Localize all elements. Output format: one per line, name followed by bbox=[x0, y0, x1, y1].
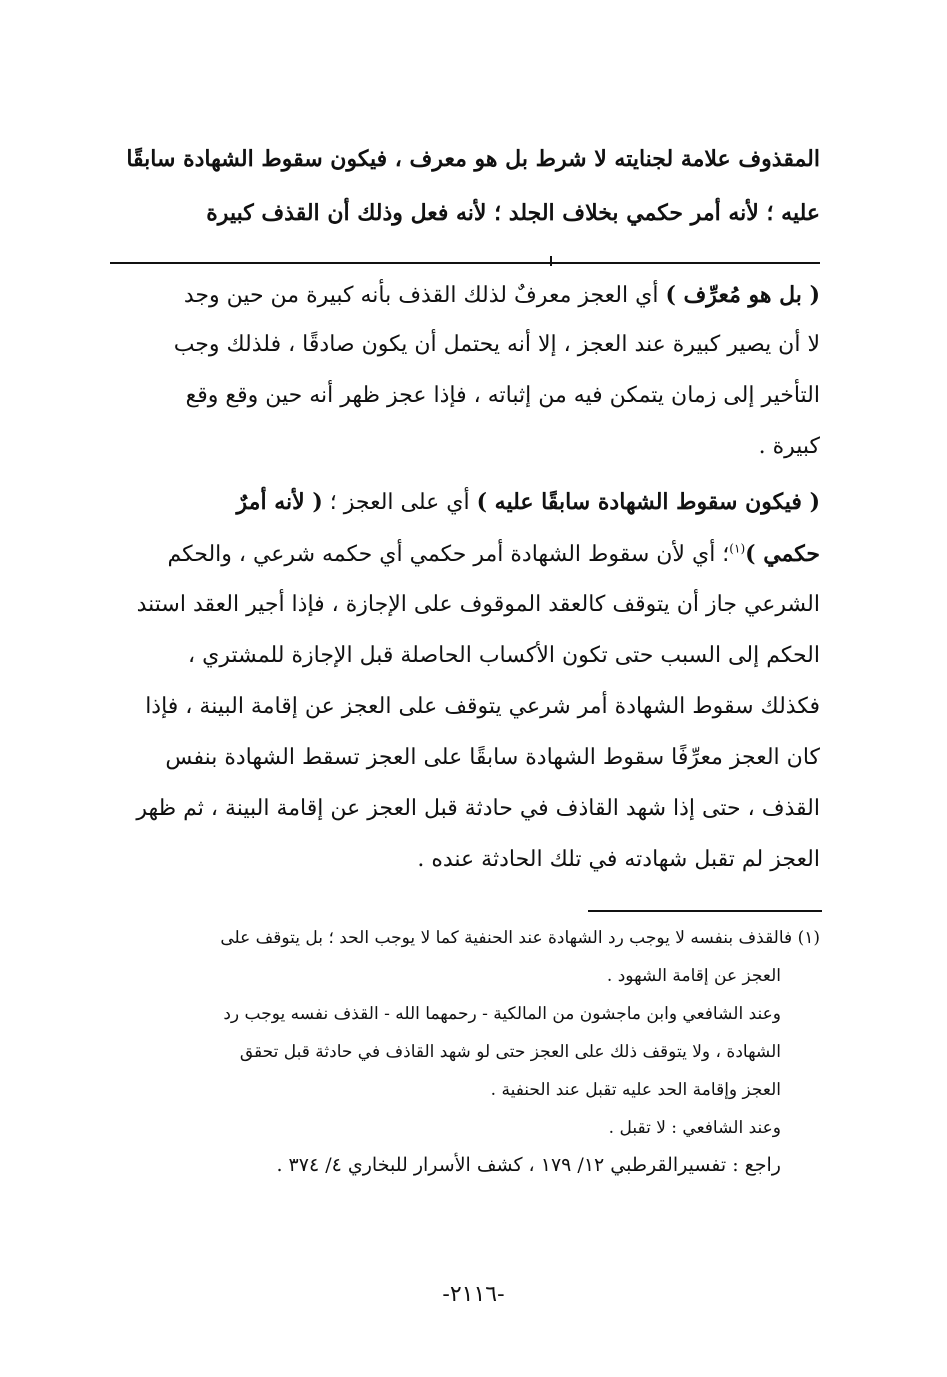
matn-line-2: عليه ؛ لأنه أمر حكمي بخلاف الجلد ؛ لأنه فعل وذلك أن القذف كبيرة bbox=[206, 200, 820, 226]
commentary-p1-line-3: التأخير إلى زمان يتمكن فيه من إثباته ، فإذا عجز ظهر أنه حين وقع وقع bbox=[185, 383, 820, 408]
commentary-text: أي العجز معرفٌ لذلك القذف بأنه كبيرة من حين وجد bbox=[183, 283, 666, 308]
separator-tick bbox=[550, 256, 552, 266]
footnote-separator bbox=[588, 910, 822, 912]
commentary-p2-line-2 bbox=[108, 541, 820, 567]
matn-separator bbox=[110, 262, 820, 264]
footnote-line-3: وعند الشافعي وابن ماجشون من المالكية - رحمهما الله - القذف نفسه يوجب رد bbox=[223, 1004, 781, 1024]
commentary-p1-line-2: لا أن يصير كبيرة عند العجز ، إلا أنه يحتمل أن يكون صادقًا ، فلذلك وجب bbox=[173, 332, 820, 357]
commentary-p2-line-4: الحكم إلى السبب حتى تكون الأكساب الحاصلة قبل الإجازة للمشتري ، bbox=[188, 643, 820, 668]
footnote-line-2: العجز عن إقامة الشهود . bbox=[606, 966, 781, 986]
footnote-reference[interactable]: (١) bbox=[729, 541, 746, 556]
commentary-p2-line-5: فكذلك سقوط الشهادة أمر شرعي يتوقف على العجز عن إقامة البينة ، فإذا bbox=[145, 694, 820, 719]
commentary-p1-line-1 bbox=[108, 282, 820, 308]
commentary-p2-line-8: العجز لم تقبل شهادته في تلك الحادثة عنده . bbox=[417, 847, 820, 872]
commentary-text: أي على العجز ؛ bbox=[322, 490, 477, 515]
footnote-line-5: العجز وإقامة الحد عليه تقبل عند الحنفية . bbox=[490, 1080, 781, 1100]
footnote-line-4: الشهادة ، ولا يتوقف ذلك على العجز حتى لو شهد القاذف في حادثة قبل تحقق bbox=[239, 1042, 781, 1062]
commentary-p2-line-3: الشرعي جاز أن يتوقف كالعقد الموقوف على الإجازة ، فإذا أجير العقد استند bbox=[136, 592, 820, 617]
commentary-lemma: ( بل هو مُعرِّف ) bbox=[665, 282, 820, 308]
footnote-line-1: (١) فالقذف بنفسه لا يوجب رد الشهادة عند الحنفية كما لا يوجب الحد ؛ بل يتوقف على bbox=[220, 928, 820, 948]
commentary-lemma: حكمي ) bbox=[745, 541, 820, 567]
commentary-p2-line-1 bbox=[108, 489, 820, 515]
page-number: -٢١١٦- bbox=[442, 1282, 505, 1307]
commentary-lemma: ( فيكون سقوط الشهادة سابقًا عليه ) bbox=[476, 489, 820, 515]
footnote-line-7: راجع : تفسيرالقرطبي ١٢/ ١٧٩ ، كشف الأسرار للبخاري ٤/ ٣٧٤ . bbox=[276, 1154, 781, 1176]
footnote-line-6: وعند الشافعي : لا تقبل . bbox=[608, 1118, 781, 1138]
matn-line-1: المقذوف علامة لجنايته لا شرط بل هو معرف ، فيكون سقوط الشهادة سابقًا bbox=[126, 146, 820, 172]
commentary-text: ؛ أي لأن سقوط الشهادة أمر حكمي أي حكمه شرعي ، والحكم bbox=[167, 542, 730, 567]
commentary-p2-line-7: القذف ، حتى إذا شهد القاذف في حادثة قبل العجز عن إقامة البينة ، ثم ظهر bbox=[136, 796, 820, 821]
commentary-lemma: ( لأنه أمرٌ bbox=[236, 489, 323, 515]
commentary-p1-line-4: كبيرة . bbox=[758, 434, 820, 459]
commentary-p2-line-6: كان العجز معرِّفًا سقوط الشهادة سابقًا على العجز تسقط الشهادة بنفس bbox=[165, 745, 820, 770]
